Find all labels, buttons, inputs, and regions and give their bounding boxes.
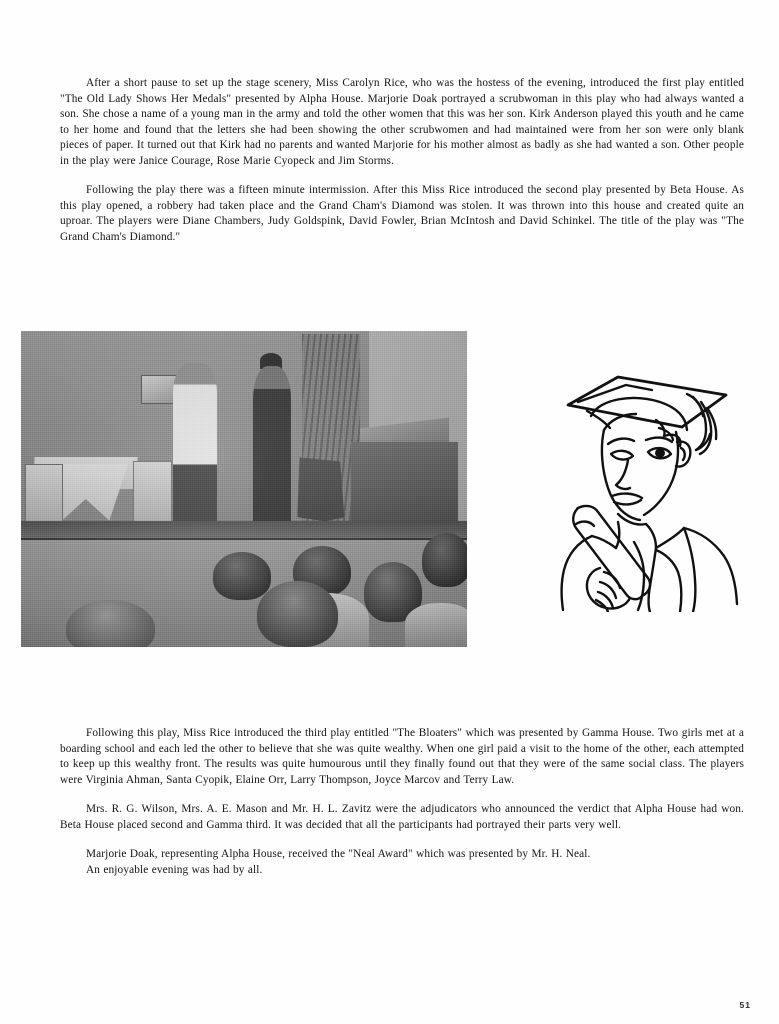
paragraph: Following this play, Miss Rice introduced the third play entitled "The Bloaters" which was presented by Gamma House. Two girls met at a boarding school and each led the other to believe that she was quite wealthy. When one girl paid a visit to the home of the other, each attempted to keep up this wealthy front. The results was quite humourous until they finally found out that they were of the same social class. The players were Virginia Ahman, Santa Cyopik, Elaine Orr, Larry Thompson, Joyce Marcov and Terry Law. [60,727,744,786]
paragraph: After a short pause to set up the stage scenery, Miss Carolyn Rice, who was the hostess of the evening, introduced the first play entitled "The Old Lady Shows Her Medals" presented by Alpha House. Marjorie Doak portrayed a scrubwoman in this play who had always wanted a son. She chose a name of a young man in the army and told the other women that this was her son. Kirk Anderson played this youth and he came to her home and found that the letters she had been showing the other scrubwomen and had maintained were from her son were only blank pieces of paper. It turned out that Kirk had no parents and wanted Marjorie for his mother almost as badly as she had wanted a son. Other people in the play were Janice Courage, Rose Marie Cyopeck and Jim Storms. [60,77,744,167]
paragraph: Marjorie Doak, representing Alpha House, received the "Neal Award" which was presented by Mr. H. Neal. [86,848,591,861]
photo-piano [351,442,458,530]
photo-rocking-chair [293,457,347,527]
paragraph: An enjoyable evening was had by all. [86,863,263,876]
stage-play-photograph [21,331,467,647]
page-number: 51 [739,1000,751,1010]
photo-audience-head [213,552,271,599]
article-top-text [60,76,744,245]
graduate-line-drawing [556,372,752,612]
photo-audience-head [257,581,337,647]
paragraph: Mrs. R. G. Wilson, Mrs. A. E. Mason and Mr. H. L. Zavitz were the adjudicators who announced the verdict that Alpha House had won. Beta House placed second and Gamma third. It was decided that all the participants had portrayed their parts very well. [60,803,744,831]
photo-audience-shoulders [405,603,467,647]
photograph-content [21,331,467,647]
photo-audience-head [422,533,467,587]
photo-stage-floor [21,521,467,540]
article-bottom-text [60,726,744,878]
photo-actor-youth [253,366,291,530]
photo-actor-woman [173,363,218,527]
paragraph: Following the play there was a fifteen minute intermission. After this Miss Rice introduced the second play presented by Beta House. As this play opened, a robbery had taken place and the Grand Cham's Diamond was stolen. It was thrown into this house and created quite an uproar. The players were Diane Chambers, Judy Goldspink, David Fowler, Brian McIntosh and David Schinkel. The title of the play was "The Grand Cham's Diamond." [60,184,744,243]
